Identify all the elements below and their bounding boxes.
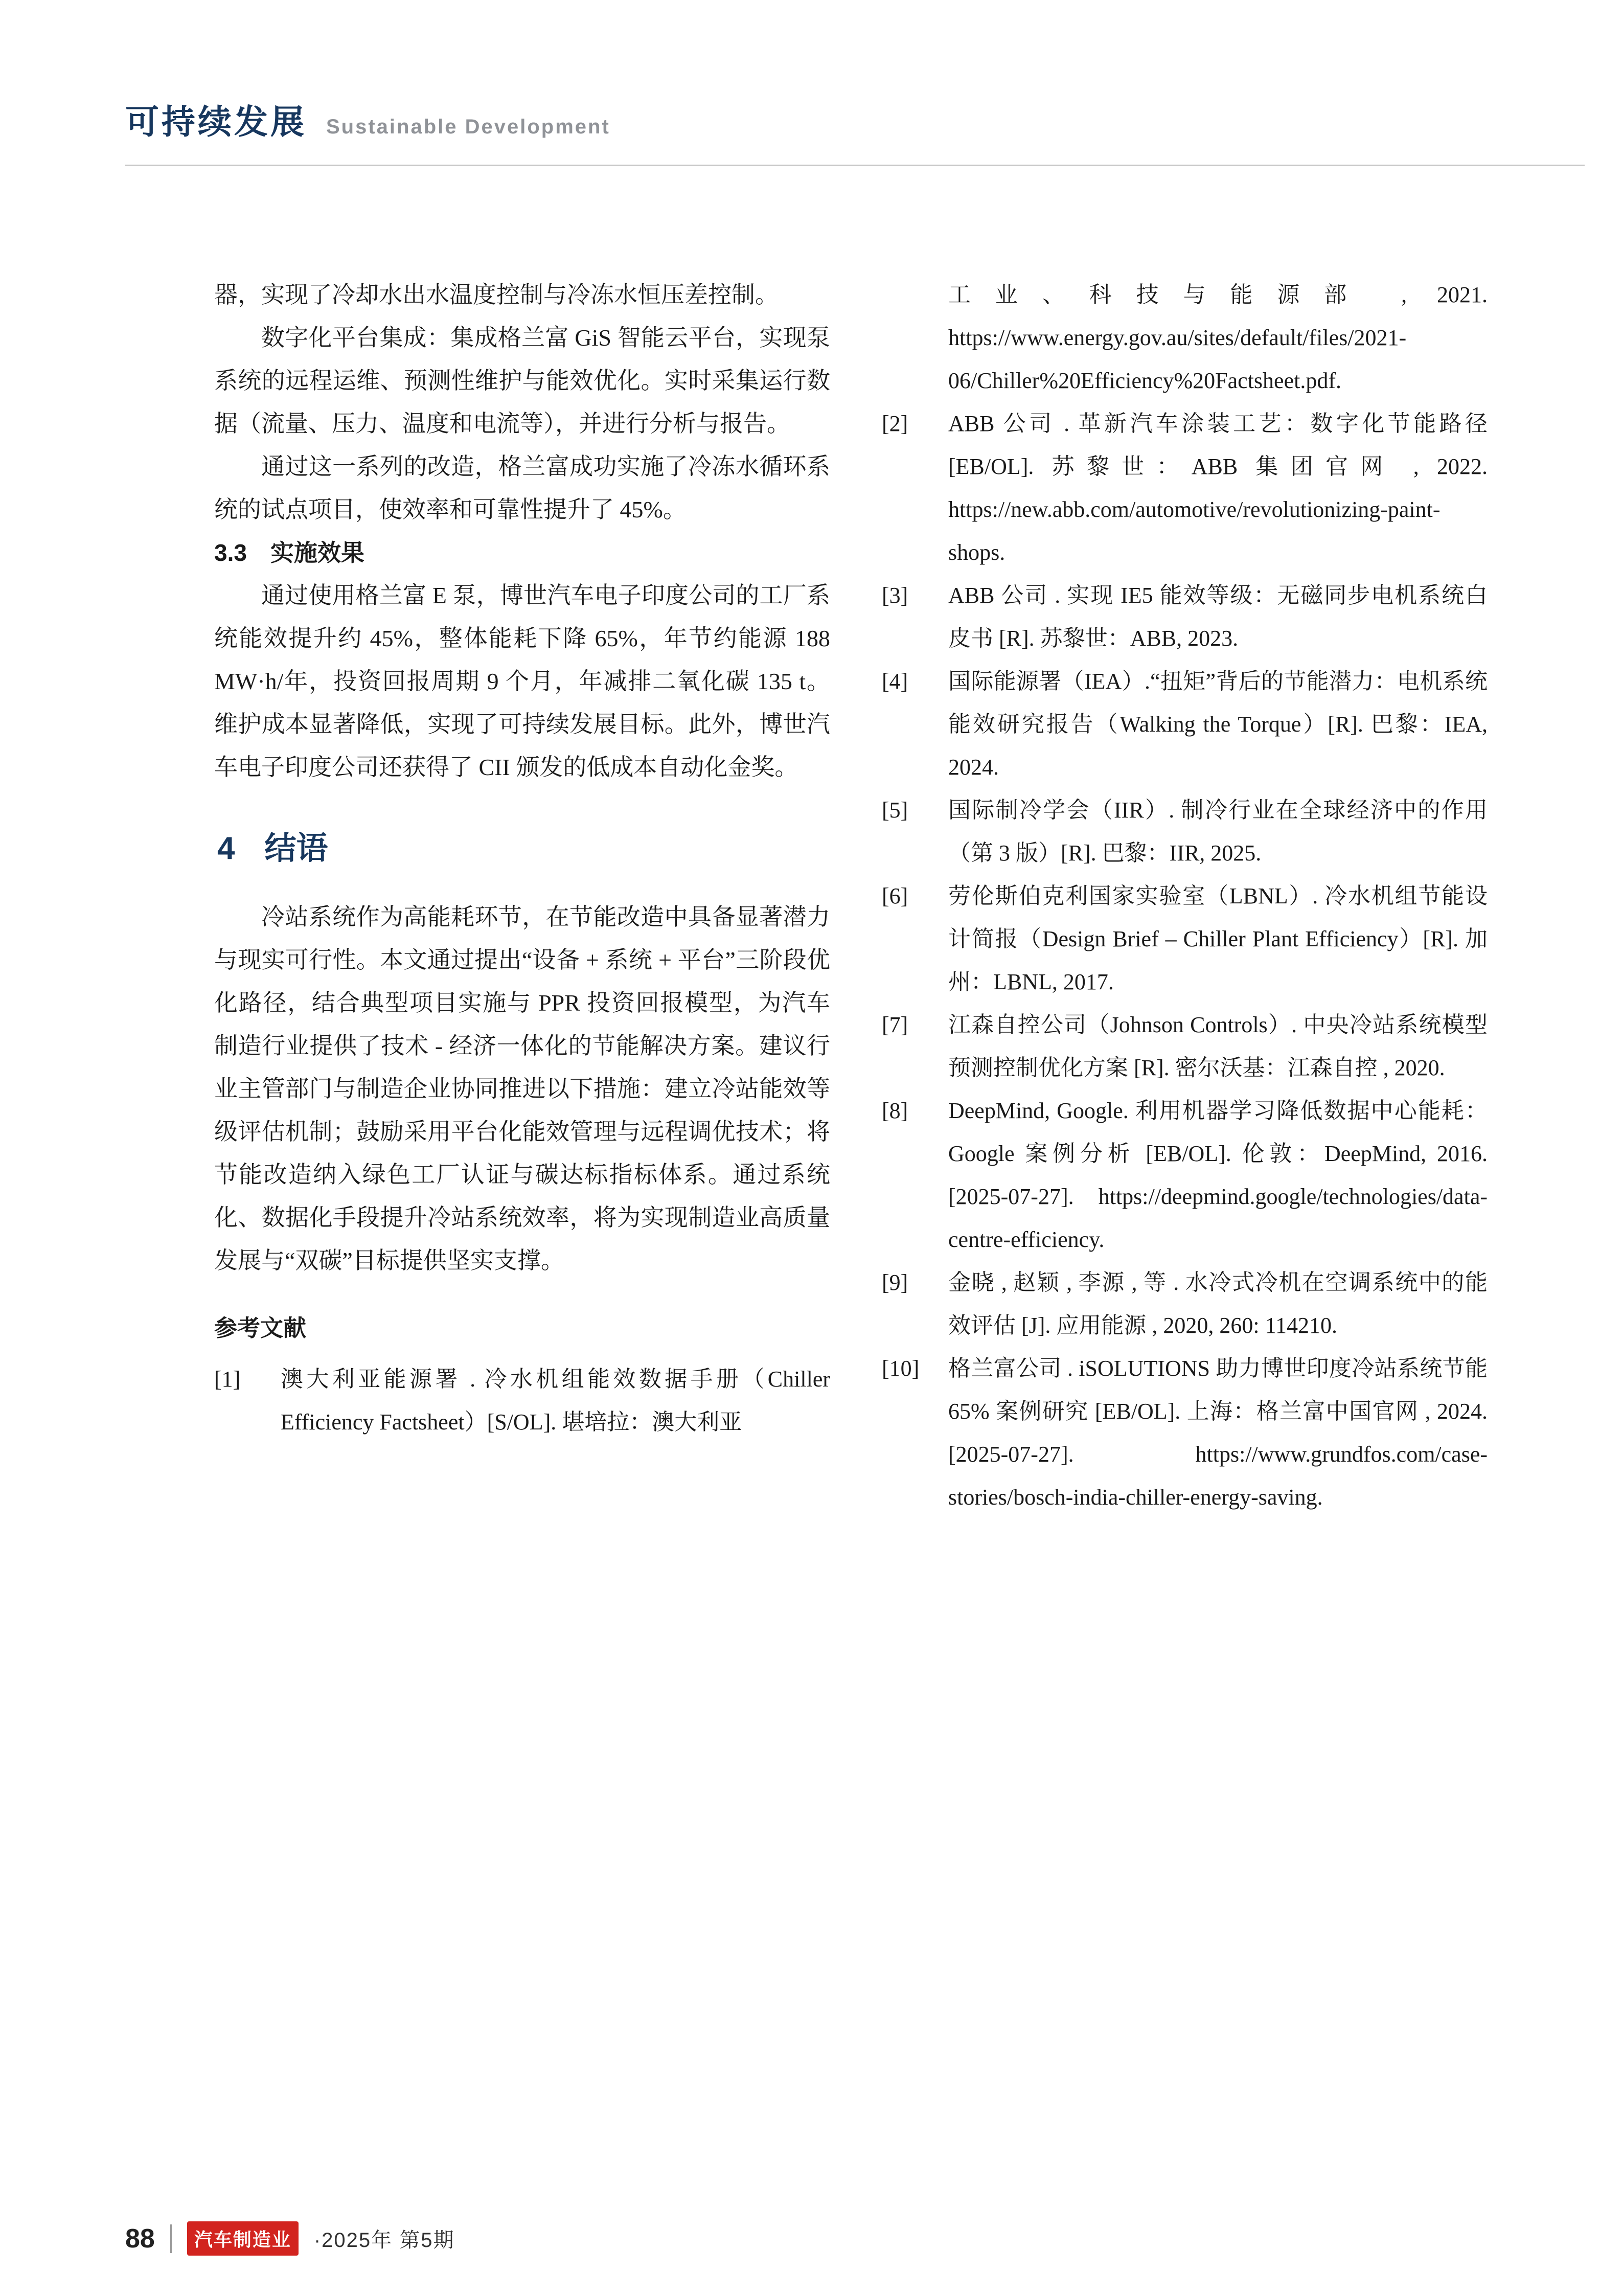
reference-item-8 [882,1089,1488,1261]
reference-number [882,274,948,402]
reference-number: [10] [882,1356,920,1381]
column-title-cn: 可持续发展 [125,103,307,141]
reference-text: 澳大利亚能源署 . 冷水机组能效数据手册（Chiller Efficiency Factsheet）[S/OL]. 堪培拉：澳大利亚 [281,1367,830,1435]
reference-text: 工业、科技与能源部 , 2021. https://www.energy.gov.au/sites/default/files/2021-06/Chiller%20Efficiency%20Factsheet.pdf. [948,282,1488,393]
reference-number: [4] [882,669,908,694]
reference-text: 劳伦斯伯克利国家实验室（LBNL）. 冷水机组节能设计简报（Design Brief – Chiller Plant Efficiency）[R]. 加州：LBNL, 2017. [948,883,1488,994]
reference-item-3 [882,574,1488,660]
footer-divider [170,2224,172,2253]
page-number: 88 [125,2223,155,2254]
reference-text: 金晓 , 赵颖 , 李源 , 等 . 水冷式冷机在空调系统中的能效评估 [J]. 应用能源 , 2020, 260: 114210. [948,1270,1488,1338]
references-heading: 参考文献 [214,1315,307,1342]
paragraph-digital-platform: 数字化平台集成：集成格兰富 GiS 智能云平台，实现泵系统的远程运维、预测性维护与能效优化。实时采集运行数据（流量、压力、温度和电流等），并进行分析与报告。 [214,325,830,437]
reference-text: 国际制冷学会（IIR）. 制冷行业在全球经济中的作用（第 3 版）[R]. 巴黎：IIR, 2025. [948,798,1488,866]
paragraph-implementation-results: 通过使用格兰富 E 泵，博世汽车电子印度公司的工厂系统能效提升约 45%，整体能耗下降 65%，年节约能源 188 MW·h/年，投资回报周期 9 个月，年减排二氧化碳 135 t。维护成本显著降低，实现了可持续发展目标。此外，博世汽车电子印度公司还获得了 CII 颁发的低成本自动化金奖。 [214,582,830,780]
reference-item-7 [882,1004,1488,1089]
heading-conclusion-title: 结语 [264,831,328,866]
reference-number: [3] [882,583,908,608]
reference-text: 格兰富公司 . iSOLUTIONS 助力博世印度冷站系统节能 65% 案例研究 [EB/OL]. 上海：格兰富中国官网 , 2024. [2025-07-27]. https://www.grundfos.com/case-stories/bosch-india-chiller-energy-saving. [948,1356,1488,1510]
reference-item-1-continuation [882,274,1488,402]
journal-logo: 汽车制造业 [187,2221,299,2256]
journal-issue: ·2025年 第5期 [313,2229,455,2252]
reference-number: [2] [882,411,908,436]
page-footer [125,2221,455,2256]
reference-text: DeepMind, Google. 利用机器学习降低数据中心能耗：Google 案例分析 [EB/OL]. 伦敦：DeepMind, 2016. [2025-07-27]. https://deepmind.google/technologies/data-centre-efficiency. [948,1098,1488,1252]
left-column [214,274,830,1444]
reference-item-2 [882,402,1488,574]
heading-conclusion [217,830,830,868]
reference-item-9 [882,1261,1488,1347]
paragraph-conclusion: 冷站系统作为高能耗环节，在节能改造中具备显著潜力与现实可行性。本文通过提出“设备 + 系统 + 平台”三阶段优化路径，结合典型项目实施与 PPR 投资回报模型，为汽车制造行业提供了技术 - 经济一体化的节能解决方案。建议行业主管部门与制造企业协同推进以下措施：建立冷站能效等级评估机制；鼓励采用平台化能效管理与远程调优技术；将节能改造纳入绿色工厂认证与碳达标指标体系。通过系统化、数据化手段提升冷站系统效率，将为实现制造业高质量发展与“双碳”目标提供坚实支撑。 [214,904,830,1274]
page-header [125,95,1585,166]
reference-item-1 [214,1358,830,1444]
reference-number: [1] [214,1367,241,1392]
heading-conclusion-number: 4 [217,831,235,866]
reference-item-5 [882,789,1488,875]
reference-number: [9] [882,1270,908,1295]
reference-item-4 [882,660,1488,789]
reference-number: [6] [882,883,908,908]
reference-text: 国际能源署（IEA）.“扭矩”背后的节能潜力：电机系统能效研究报告（Walking the Torque）[R]. 巴黎：IEA, 2024. [948,669,1488,780]
reference-number: [7] [882,1012,908,1037]
right-column [882,274,1488,1519]
reference-number: [8] [882,1098,908,1123]
reference-text: ABB 公司 . 革新汽车涂装工艺：数字化节能路径 [EB/OL]. 苏黎世：ABB 集团官网 , 2022. https://new.abb.com/automotive/revolutionizing-paint-shops. [948,411,1488,565]
reference-item-6 [882,875,1488,1004]
reference-item-10 [882,1347,1488,1519]
heading-implementation-effect: 3.3 实施效果 [214,539,364,566]
reference-number: [5] [882,798,908,823]
paragraph-pilot-result: 通过这一系列的改造，格兰富成功实施了冷冻水循环系统的试点项目，使效率和可靠性提升了 45%。 [214,453,830,522]
reference-text: 江森自控公司（Johnson Controls）. 中央冷站系统模型预测控制优化方案 [R]. 密尔沃基：江森自控 , 2020. [948,1012,1488,1080]
column-title-en: Sustainable Development [326,116,610,138]
reference-text: ABB 公司 . 实现 IE5 能效等级：无磁同步电机系统白皮书 [R]. 苏黎世：ABB, 2023. [948,583,1488,651]
paragraph-continuation: 器，实现了冷却水出水温度控制与冷冻水恒压差控制。 [214,282,779,308]
